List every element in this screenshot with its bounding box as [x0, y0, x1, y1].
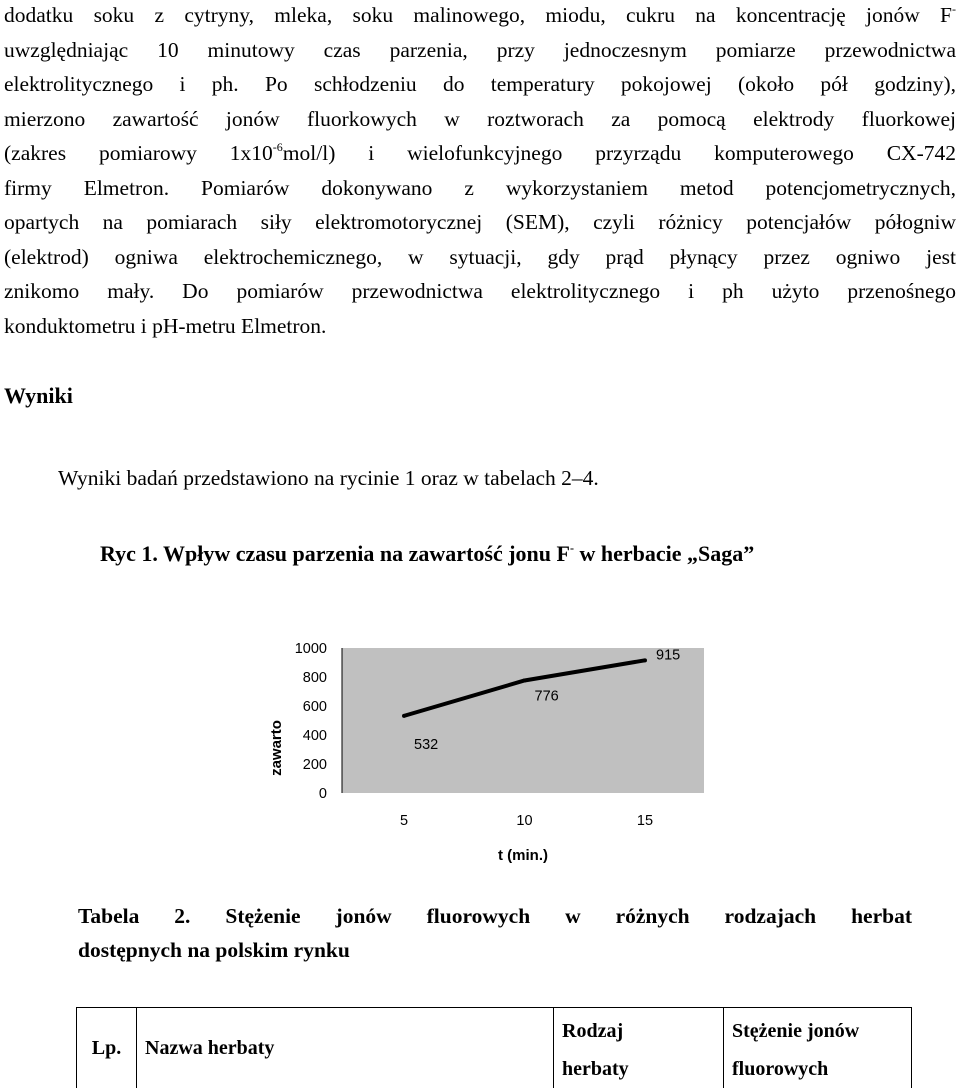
y-tick-label: 0: [319, 786, 327, 802]
section-heading: Wyniki: [4, 383, 73, 409]
superscript: -: [570, 541, 574, 555]
table-caption-line: dostępnych na polskim rynku: [78, 933, 912, 967]
data-point: [643, 658, 647, 662]
table-caption-line: Tabela 2. Stężenie jonów fluorowych w różnych rodzajach herbat: [78, 899, 912, 933]
body-line: znikomo mały. Do pomiarów przewodnictwa elektrolitycznego i ph użyto przenośnego: [4, 274, 956, 309]
body-line: konduktometru i pH-metru Elmetron.: [4, 309, 956, 344]
table-caption: [78, 899, 912, 967]
data-label: 776: [535, 688, 559, 704]
body-line: elektrolitycznego i ph. Po schłodzeniu do temperatury pokojowej (około pół godziny),: [4, 67, 956, 102]
figure-caption: Ryc 1. Wpływ czasu parzenia na zawartość jonu F- w herbacie „Saga”: [100, 541, 754, 567]
intro-text: Wyniki badań przedstawiono na rycinie 1 oraz w tabelach 2–4.: [58, 466, 599, 491]
y-tick-label: 800: [303, 670, 327, 686]
body-line: uwzględniając 10 minutowy czas parzenia, przy jednoczesnym pomiarze przewodnictwa: [4, 33, 956, 68]
body-line: mierzono zawartość jonów fluorkowych w roztworach za pomocą elektrody fluorkowej: [4, 102, 956, 137]
plot-area: [342, 648, 704, 793]
body-line: opartych na pomiarach siły elektromotorycznej (SEM), czyli różnicy potencjałów półogniw: [4, 205, 956, 240]
y-axis-label: zawarto: [268, 720, 285, 776]
data-label: 532: [414, 737, 438, 753]
herb-table: [76, 1007, 912, 1088]
y-tick-label: 200: [303, 757, 327, 773]
header-type: Rodzaj herbaty: [554, 1008, 724, 1088]
x-tick-label: 15: [637, 813, 653, 829]
body-line: (zakres pomiarowy $1x10^{-6}mol/l$) i wielofunkcyjnego przyrządu komputerowego CX-742: [4, 136, 956, 171]
x-tick-label: 10: [516, 813, 532, 829]
body-line: firmy Elmetron. Pomiarów dokonywano z wykorzystaniem metod potencjometrycznych,: [4, 171, 956, 206]
table-header-row: [77, 1008, 912, 1088]
line-chart: [256, 636, 716, 876]
data-point: [523, 678, 527, 682]
x-axis-label: t (min.): [498, 847, 548, 864]
header-concentration: Stężenie jonów fluorowych: [724, 1008, 912, 1088]
body-line: dodatku soku z cytryny, mleka, soku malinowego, miodu, cukru na koncentrację jonów F-: [4, 0, 956, 33]
superscript: -6: [273, 140, 283, 154]
data-point: [402, 714, 406, 718]
data-label: 915: [656, 647, 680, 663]
header-name: Nazwa herbaty: [137, 1008, 554, 1088]
y-tick-label: 600: [303, 699, 327, 715]
y-tick-label: 400: [303, 728, 327, 744]
body-paragraph: [4, 0, 956, 343]
body-line: (elektrod) ogniwa elektrochemicznego, w sytuacji, gdy prąd płynący przez ogniwo jest: [4, 240, 956, 275]
y-tick-label: 1000: [295, 641, 327, 657]
x-tick-label: 5: [400, 813, 408, 829]
superscript: -: [952, 2, 956, 16]
header-lp: Lp.: [77, 1008, 137, 1088]
